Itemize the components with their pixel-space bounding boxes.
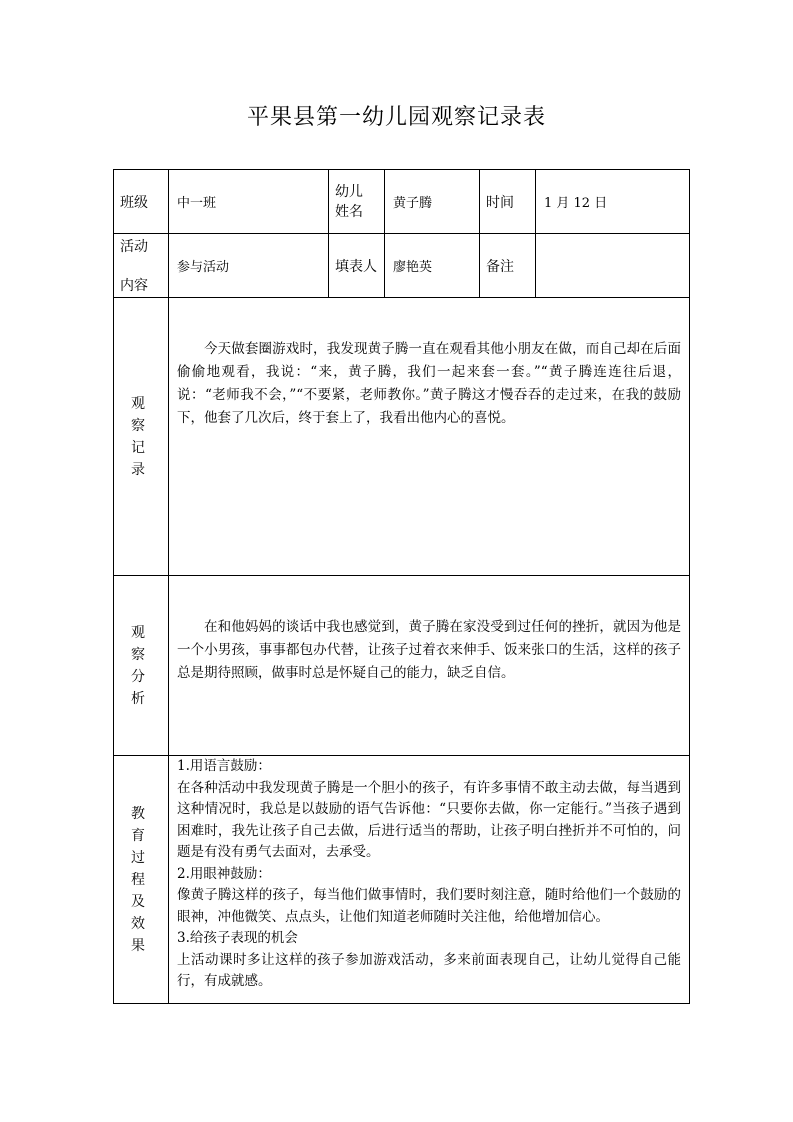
observation-label — [114, 298, 169, 576]
label-char: 育 — [131, 827, 145, 844]
education-label — [114, 756, 169, 1004]
time-value: 1 月 12 日 — [536, 170, 690, 234]
observation-record-table — [113, 169, 690, 1004]
time-label: 时间 — [480, 170, 536, 234]
child-name-label-line1: 幼儿 — [335, 183, 363, 200]
label-char: 及 — [131, 893, 145, 910]
analysis-row — [114, 576, 690, 756]
remark-value — [536, 234, 690, 298]
activity-label — [114, 234, 169, 298]
info-row-2 — [114, 234, 690, 298]
label-char: 观 — [131, 624, 145, 641]
label-char: 效 — [131, 915, 145, 932]
label-char: 程 — [131, 871, 145, 888]
label-char: 录 — [131, 461, 145, 478]
education-content — [169, 756, 690, 1004]
label-char: 析 — [131, 690, 145, 707]
label-char: 教 — [131, 805, 145, 822]
analysis-text: 在和他妈妈的谈话中我也感觉到，黄子腾在家没受到过任何的挫折，就因为他是一个小男孩，事事都包办代替，让孩子过着衣来伸手、饭来张口的生活，这样的孩子总是期待照顾，做事时总是怀疑自己的能力，缺乏自信。 — [169, 576, 690, 756]
label-char: 记 — [131, 439, 145, 456]
page-title: 平果县第一幼儿园观察记录表 — [246, 105, 546, 130]
method-heading-1: 1.用语言鼓励： — [177, 758, 271, 774]
method-text-2: 像黄子腾这样的孩子，每当他们做事情时，我们要时刻注意，随时给他们一个鼓励的眼神，冲他微笑、点点头，让他们知道老师随时关注他，给他增加信心。 — [177, 887, 681, 925]
method-text-1: 在各种活动中我发现黄子腾是一个胆小的孩子，有许多事情不敢主动去做，每当遇到这种情况时，我总是以鼓励的语气告诉他：“只要你去做，你一定能行。”当孩子遇到困难时，我先让孩子自己去做，后进行适当的帮助，让孩子明白挫折并不可怕的，问题是有没有勇气去面对，去承受。 — [177, 779, 681, 860]
label-char: 察 — [131, 417, 145, 434]
label-char: 察 — [131, 646, 145, 663]
child-name-value: 黄子腾 — [385, 170, 480, 234]
class-value: 中一班 — [169, 170, 329, 234]
method-heading-3: 3.给孩子表现的机会 — [177, 930, 298, 946]
activity-label-line1: 活动 — [120, 239, 148, 255]
label-char: 果 — [131, 937, 145, 954]
observation-text: 今天做套圈游戏时，我发现黄子腾一直在观看其他小朋友在做，而自己却在后面偷偷地观看，我说：“来，黄子腾，我们一起来套一套。”“黄子腾连连往后退，说：“老师我不会，”“不要紧，老师教你。”黄子腾这才慢吞吞的走过来，在我的鼓励下，他套了几次后，终于套上了，我看出他内心的喜悦。 — [169, 298, 690, 576]
analysis-label — [114, 576, 169, 756]
child-name-label — [329, 170, 385, 234]
method-heading-2: 2.用眼神鼓励： — [177, 865, 271, 882]
education-row — [114, 756, 690, 1004]
info-row-1 — [114, 170, 690, 234]
filler-value: 廖艳英 — [385, 234, 480, 298]
observation-row — [114, 298, 690, 576]
activity-value: 参与活动 — [169, 234, 329, 298]
label-char: 观 — [131, 395, 145, 412]
filler-label: 填表人 — [329, 234, 385, 298]
label-char: 分 — [131, 668, 145, 685]
remark-label: 备注 — [480, 234, 536, 298]
class-label: 班级 — [114, 170, 169, 234]
activity-label-line2: 内容 — [120, 278, 148, 294]
child-name-label-line2: 姓名 — [335, 203, 363, 220]
label-char: 过 — [131, 849, 145, 866]
method-text-3: 上活动课时多让这样的孩子参加游戏活动，多来前面表现自己，让幼儿觉得自己能行，有成就感。 — [177, 951, 681, 989]
